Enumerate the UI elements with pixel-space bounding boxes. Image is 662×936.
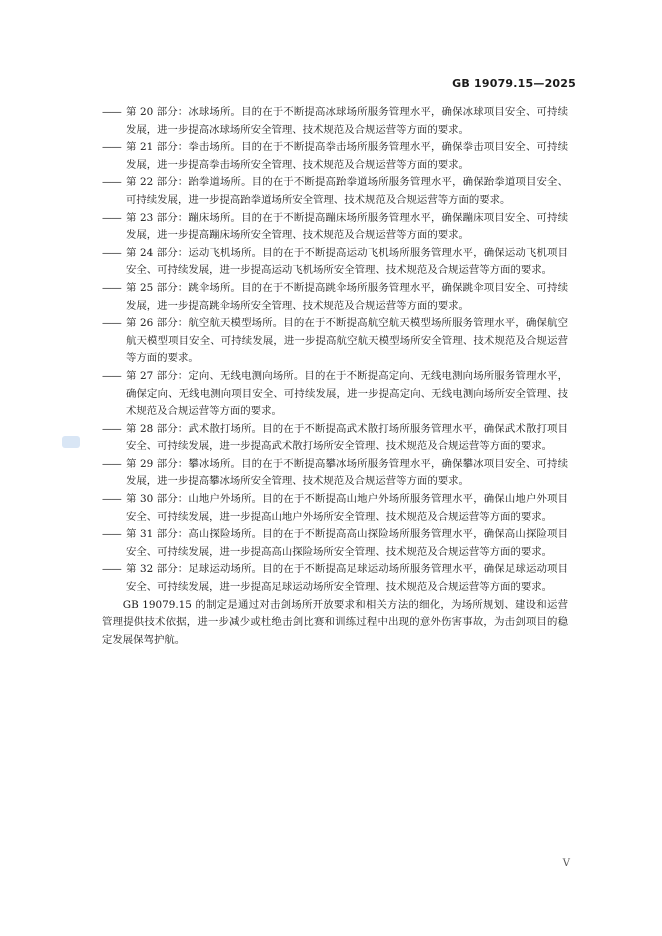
list-item-part-31 (102, 526, 568, 561)
document-code: GB 19079.15—2025 (452, 77, 576, 90)
list-item-part-29 (102, 456, 568, 491)
list-item-text: 第 26 部分：航空航天模型场所。目的在于不断提高航空航天模型场所服务管理水平，确保航空航天模型项目安全、可持续发展，进一步提高航空航天模型场所安全管理、技术规范及合规运营等方面的要求。 (126, 317, 568, 365)
list-dash: —— (102, 457, 121, 470)
page-body (102, 104, 568, 649)
list-item-text: 第 30 部分：山地户外场所。目的在于不断提高山地户外场所服务管理水平，确保山地户外项目安全、可持续发展，进一步提高山地户外场所安全管理、技术规范及合规运营等方面的要求。 (126, 493, 568, 523)
list-dash: —— (102, 211, 121, 224)
list-dash: —— (102, 176, 121, 189)
list-dash: —— (102, 563, 121, 576)
list-item-text: 第 20 部分：冰球场所。目的在于不断提高冰球场所服务管理水平，确保冰球项目安全、可持续发展，进一步提高冰球场所安全管理、技术规范及合规运营等方面的要求。 (126, 106, 568, 136)
summary-paragraph: GB 19079.15 的制定是通过对击剑场所开放要求和相关方法的细化，为场所规划、建设和运营管理提供技术依据，进一步减少或杜绝击剑比赛和训练过程中出现的意外伤害事故，为击剑项目的稳定发展保驾护航。 (102, 598, 568, 646)
list-dash: —— (102, 369, 121, 382)
list-dash: —— (102, 493, 121, 506)
watermark-stamp-icon (62, 436, 80, 448)
list-dash: —— (102, 317, 121, 330)
list-dash: —— (102, 528, 121, 541)
list-item-part-20 (102, 104, 568, 139)
list-dash: —— (102, 106, 121, 118)
list-dash: —— (102, 281, 121, 294)
page-number: V (562, 858, 570, 869)
list-item-part-23 (102, 210, 568, 245)
list-item-part-28 (102, 421, 568, 456)
list-item-part-22 (102, 174, 568, 209)
list-item-part-32 (102, 561, 568, 596)
list-item-part-26 (102, 315, 568, 368)
list-dash: —— (102, 422, 121, 435)
list-item-text: 第 21 部分：拳击场所。目的在于不断提高拳击场所服务管理水平，确保拳击项目安全、可持续发展，进一步提高拳击场所安全管理、技术规范及合规运营等方面的要求。 (126, 141, 568, 171)
list-item-text: 第 23 部分：蹦床场所。目的在于不断提高蹦床场所服务管理水平，确保蹦床项目安全、可持续发展，进一步提高蹦床场所安全管理、技术规范及合规运营等方面的要求。 (126, 211, 568, 242)
list-item-text: 第 24 部分：运动飞机场所。目的在于不断提高运动飞机场所服务管理水平，确保运动飞机项目安全、可持续发展，进一步提高运动飞机场所安全管理、技术规范及合规运营等方面的要求。 (126, 246, 568, 277)
list-item-text: 第 27 部分：定向、无线电测向场所。目的在于不断提高定向、无线电测向场所服务管理水平，确保定向、无线电测向项目安全、可持续发展，进一步提高定向、无线电测向场所安全管理、技术规范及合规运营等方面的要求。 (126, 369, 568, 418)
list-dash: —— (102, 246, 121, 259)
list-item-part-27 (102, 368, 568, 421)
list-item-part-21 (102, 139, 568, 174)
list-item-text: 第 29 部分：攀冰场所。目的在于不断提高攀冰场所服务管理水平，确保攀冰项目安全、可持续发展，进一步提高攀冰场所安全管理、技术规范及合规运营等方面的要求。 (126, 457, 568, 488)
list-item-text: 第 25 部分：跳伞场所。目的在于不断提高跳伞场所服务管理水平，确保跳伞项目安全、可持续发展，进一步提高跳伞场所安全管理、技术规范及合规运营等方面的要求。 (126, 281, 568, 312)
list-item-part-30 (102, 491, 568, 526)
list-item-part-24 (102, 245, 568, 280)
list-item-text: 第 32 部分：足球运动场所。目的在于不断提高足球运动场所服务管理水平，确保足球运动项目安全、可持续发展，进一步提高足球运动场所安全管理、技术规范及合规运营等方面的要求。 (126, 563, 568, 594)
list-item-text: 第 31 部分：高山探险场所。目的在于不断提高高山探险场所服务管理水平，确保高山探险项目安全、可持续发展，进一步提高高山探险场所安全管理、技术规范及合规运营等方面的要求。 (126, 528, 568, 558)
list-item-text: 第 22 部分：跆拳道场所。目的在于不断提高跆拳道场所服务管理水平，确保跆拳道项目安全、可持续发展，进一步提高跆拳道场所安全管理、技术规范及合规运营等方面的要求。 (126, 176, 568, 206)
list-dash: —— (102, 141, 121, 154)
list-item-text: 第 28 部分：武术散打场所。目的在于不断提高武术散打场所服务管理水平，确保武术散打项目安全、可持续发展，进一步提高武术散打场所安全管理、技术规范及合规运营等方面的要求。 (126, 422, 568, 453)
list-item-part-25 (102, 280, 568, 315)
